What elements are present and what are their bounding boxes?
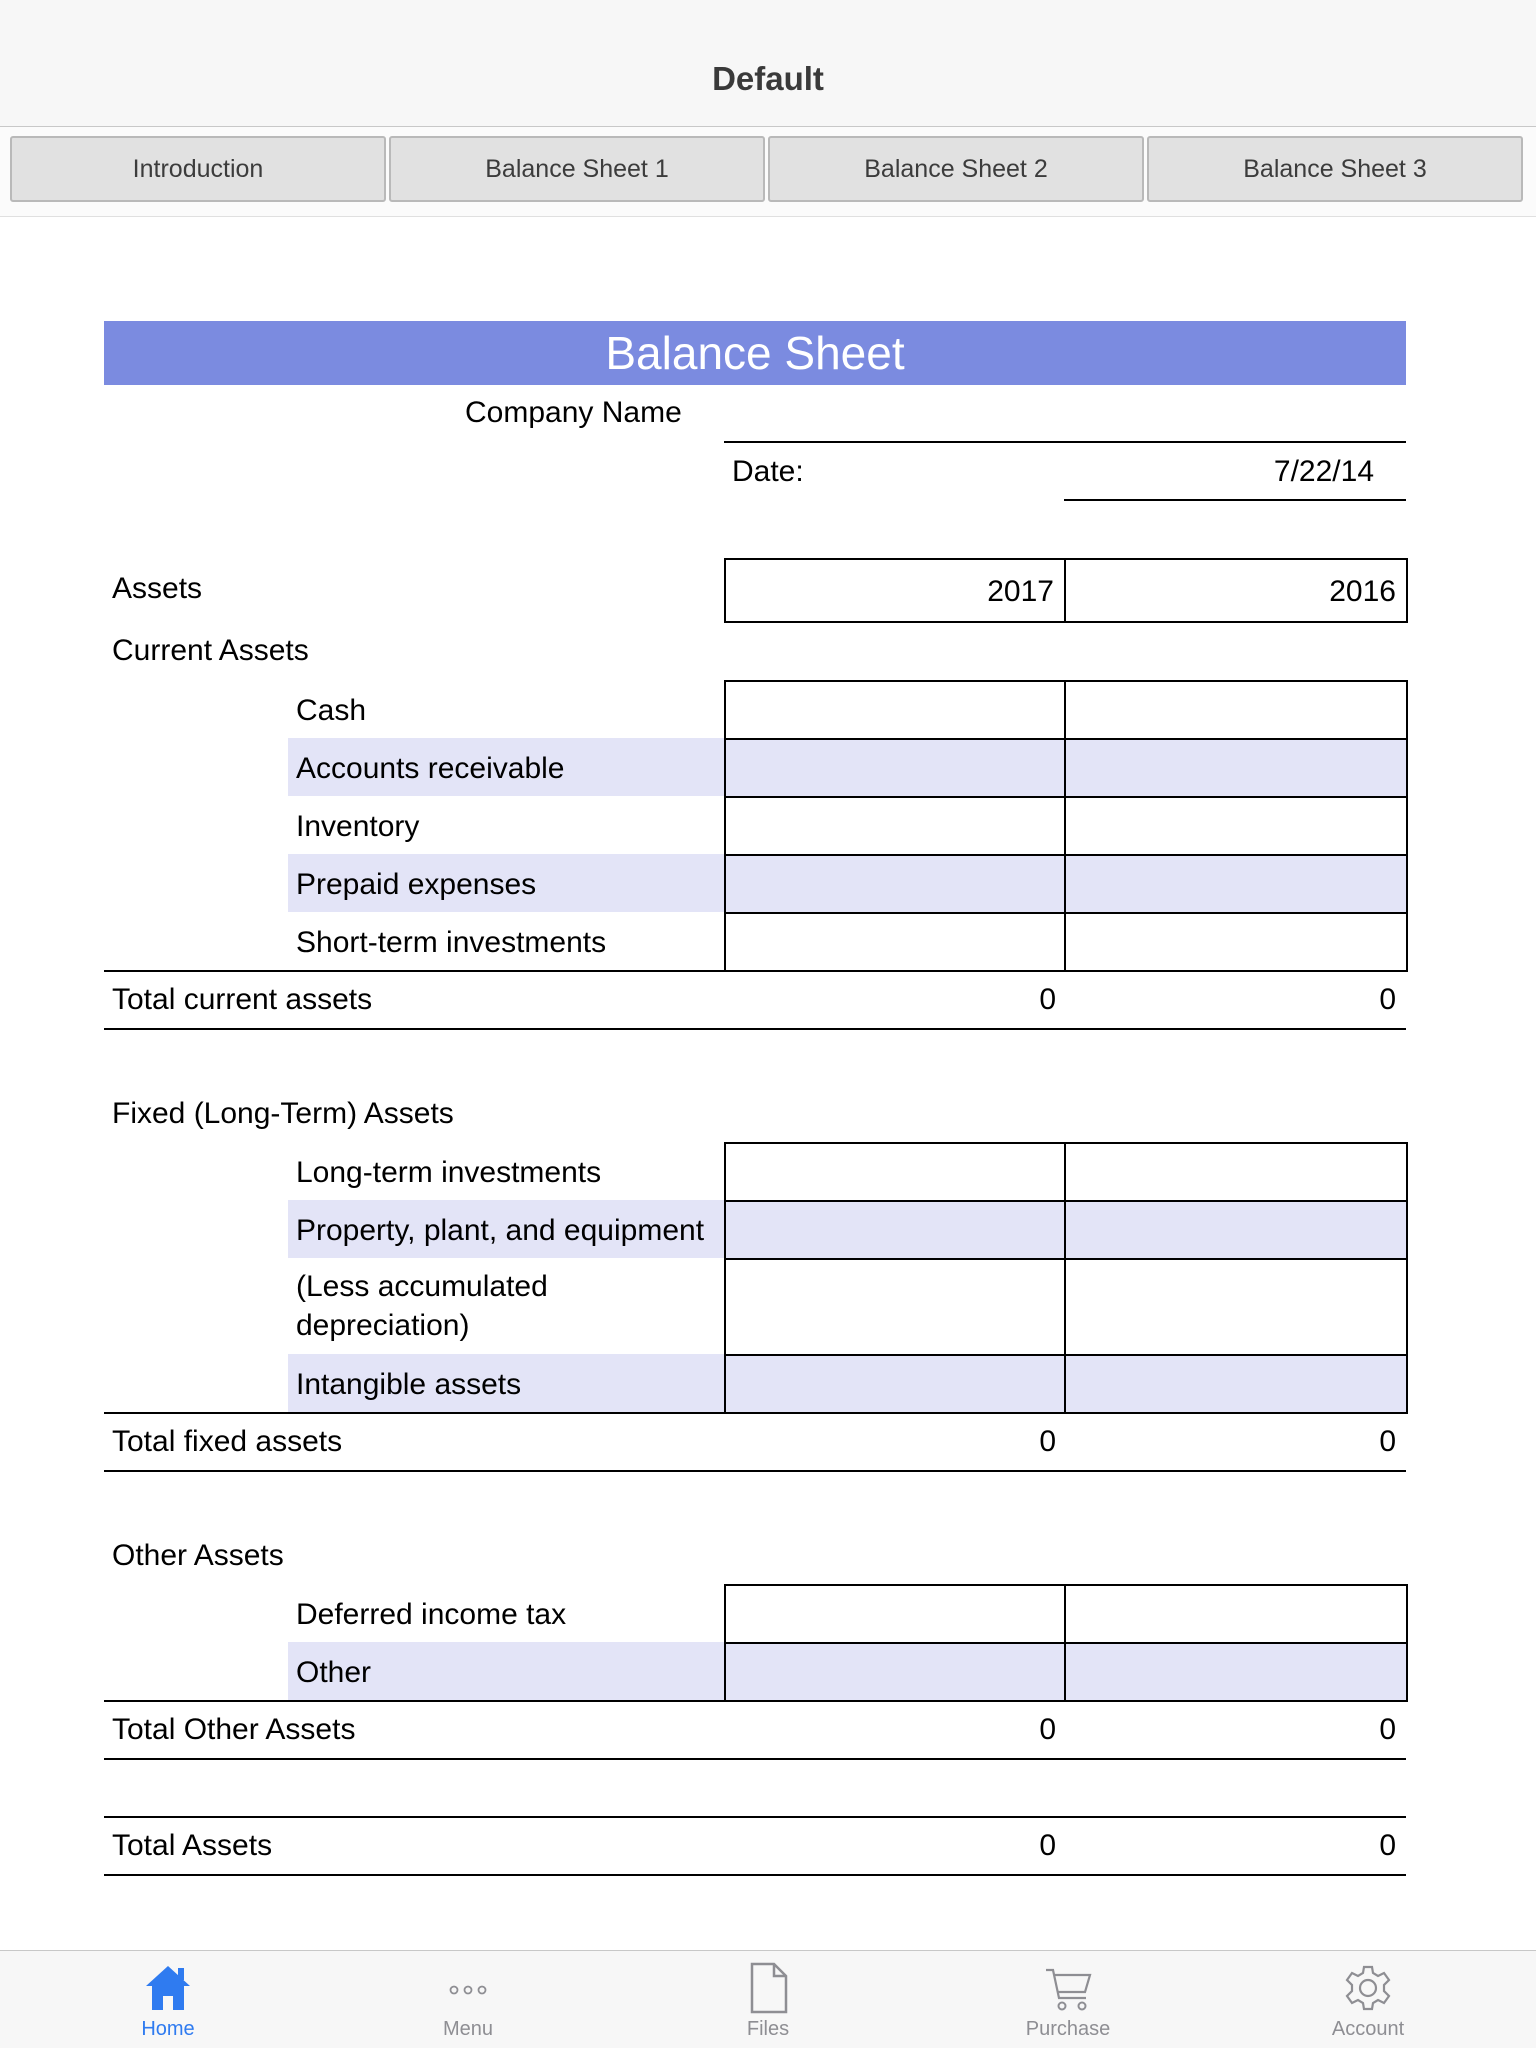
total-divider [104, 1816, 1406, 1818]
date-underline [1064, 499, 1406, 501]
date-label: Date: [732, 455, 804, 488]
year-2016: 2016 [1329, 575, 1396, 608]
input-cell-ppe-2016[interactable] [1064, 1200, 1408, 1260]
date-value[interactable]: 7/22/14 [1273, 455, 1374, 488]
total-other-assets-label: Total Other Assets [112, 1713, 356, 1746]
input-cell-intangible-assets-2016[interactable] [1064, 1354, 1408, 1414]
row-label-property-plant-equipment: Property, plant, and equipment [296, 1214, 705, 1247]
total-current-assets-label: Total current assets [112, 983, 373, 1016]
nav-purchase-label: Purchase [1025, 2018, 1111, 2040]
nav-menu[interactable] [368, 1958, 568, 2046]
input-cell-inventory-2017[interactable] [724, 796, 1066, 856]
input-cell-deferred-income-tax-2016[interactable] [1064, 1584, 1408, 1644]
company-name-label: Company Name [465, 396, 682, 429]
nav-home-label: Home [141, 2018, 195, 2040]
total-divider [104, 970, 1406, 972]
total-divider [104, 1700, 1406, 1702]
row-label-accounts-receivable: Accounts receivable [296, 752, 565, 785]
sheet-title: Balance Sheet [605, 327, 905, 379]
row-label-inventory: Inventory [296, 810, 420, 843]
tab-balance-sheet-1[interactable]: Balance Sheet 1 [389, 136, 765, 202]
row-label-prepaid-expenses: Prepaid expenses [296, 868, 537, 901]
gear-icon [1344, 1962, 1392, 2014]
total-other-assets-2016: 0 [1379, 1713, 1396, 1746]
more-icon [444, 1962, 492, 2014]
row-label-other: Other [296, 1656, 372, 1689]
nav-menu-label: Menu [442, 2018, 494, 2040]
total-underline [104, 1758, 1406, 1760]
input-cell-short-term-investments-2017[interactable] [724, 912, 1066, 972]
input-cell-ppe-2017[interactable] [724, 1200, 1066, 1260]
input-cell-depreciation-2017[interactable] [724, 1258, 1066, 1356]
cart-icon [1044, 1962, 1092, 2014]
total-underline [104, 1028, 1406, 1030]
row-label-intangible-assets: Intangible assets [296, 1368, 522, 1401]
home-icon [144, 1962, 192, 2014]
file-icon [744, 1962, 792, 2014]
row-label-cash: Cash [296, 694, 367, 727]
tab-balance-sheet-3[interactable]: Balance Sheet 3 [1147, 136, 1523, 202]
total-assets-label: Total Assets [112, 1829, 273, 1862]
row-label-long-term-investments: Long-term investments [296, 1156, 602, 1189]
input-cell-deferred-income-tax-2017[interactable] [724, 1584, 1066, 1644]
input-cell-accounts-receivable-2016[interactable] [1064, 738, 1408, 798]
assets-label: Assets [112, 572, 203, 605]
input-cell-inventory-2016[interactable] [1064, 796, 1408, 856]
total-underline [104, 1874, 1406, 1876]
year-2017: 2017 [987, 575, 1054, 608]
input-cell-other-2016[interactable] [1064, 1642, 1408, 1702]
nav-files-label: Files [746, 2018, 790, 2040]
nav-account-label: Account [1331, 2018, 1405, 2040]
input-cell-accounts-receivable-2017[interactable] [724, 738, 1066, 798]
input-cell-depreciation-2016[interactable] [1064, 1258, 1408, 1356]
input-cell-short-term-investments-2016[interactable] [1064, 912, 1408, 972]
total-assets-2017: 0 [1039, 1829, 1056, 1862]
nav-account[interactable] [1268, 1958, 1468, 2046]
nav-purchase[interactable] [968, 1958, 1168, 2046]
total-fixed-assets-2017: 0 [1039, 1425, 1056, 1458]
input-cell-long-term-investments-2017[interactable] [724, 1142, 1066, 1202]
total-divider [104, 1412, 1406, 1414]
total-fixed-assets-label: Total fixed assets [112, 1425, 343, 1458]
total-underline [104, 1470, 1406, 1472]
total-other-assets-2017: 0 [1039, 1713, 1056, 1746]
fixed-assets-heading: Fixed (Long-Term) Assets [112, 1097, 454, 1130]
total-assets-2016: 0 [1379, 1829, 1396, 1862]
row-label-less-accumulated: (Less accumulated [296, 1270, 548, 1303]
page-title: Default [712, 60, 824, 97]
company-name-underline [724, 441, 1406, 443]
input-cell-prepaid-expenses-2017[interactable] [724, 854, 1066, 914]
total-fixed-assets-2016: 0 [1379, 1425, 1396, 1458]
input-cell-prepaid-expenses-2016[interactable] [1064, 854, 1408, 914]
nav-home[interactable] [68, 1958, 268, 2046]
row-label-deferred-income-tax: Deferred income tax [296, 1598, 567, 1631]
input-cell-cash-2017[interactable] [724, 680, 1066, 740]
input-cell-long-term-investments-2016[interactable] [1064, 1142, 1408, 1202]
tab-balance-sheet-2[interactable]: Balance Sheet 2 [768, 136, 1144, 202]
nav-files[interactable] [668, 1958, 868, 2046]
tab-introduction[interactable]: Introduction [10, 136, 386, 202]
current-assets-heading: Current Assets [112, 634, 309, 667]
total-current-assets-2016: 0 [1379, 983, 1396, 1016]
other-assets-heading: Other Assets [112, 1539, 284, 1572]
input-cell-cash-2016[interactable] [1064, 680, 1408, 740]
row-label-short-term-investments: Short-term investments [296, 926, 607, 959]
row-label-depreciation: depreciation) [296, 1309, 470, 1342]
total-current-assets-2017: 0 [1039, 983, 1056, 1016]
input-cell-other-2017[interactable] [724, 1642, 1066, 1702]
input-cell-intangible-assets-2017[interactable] [724, 1354, 1066, 1414]
